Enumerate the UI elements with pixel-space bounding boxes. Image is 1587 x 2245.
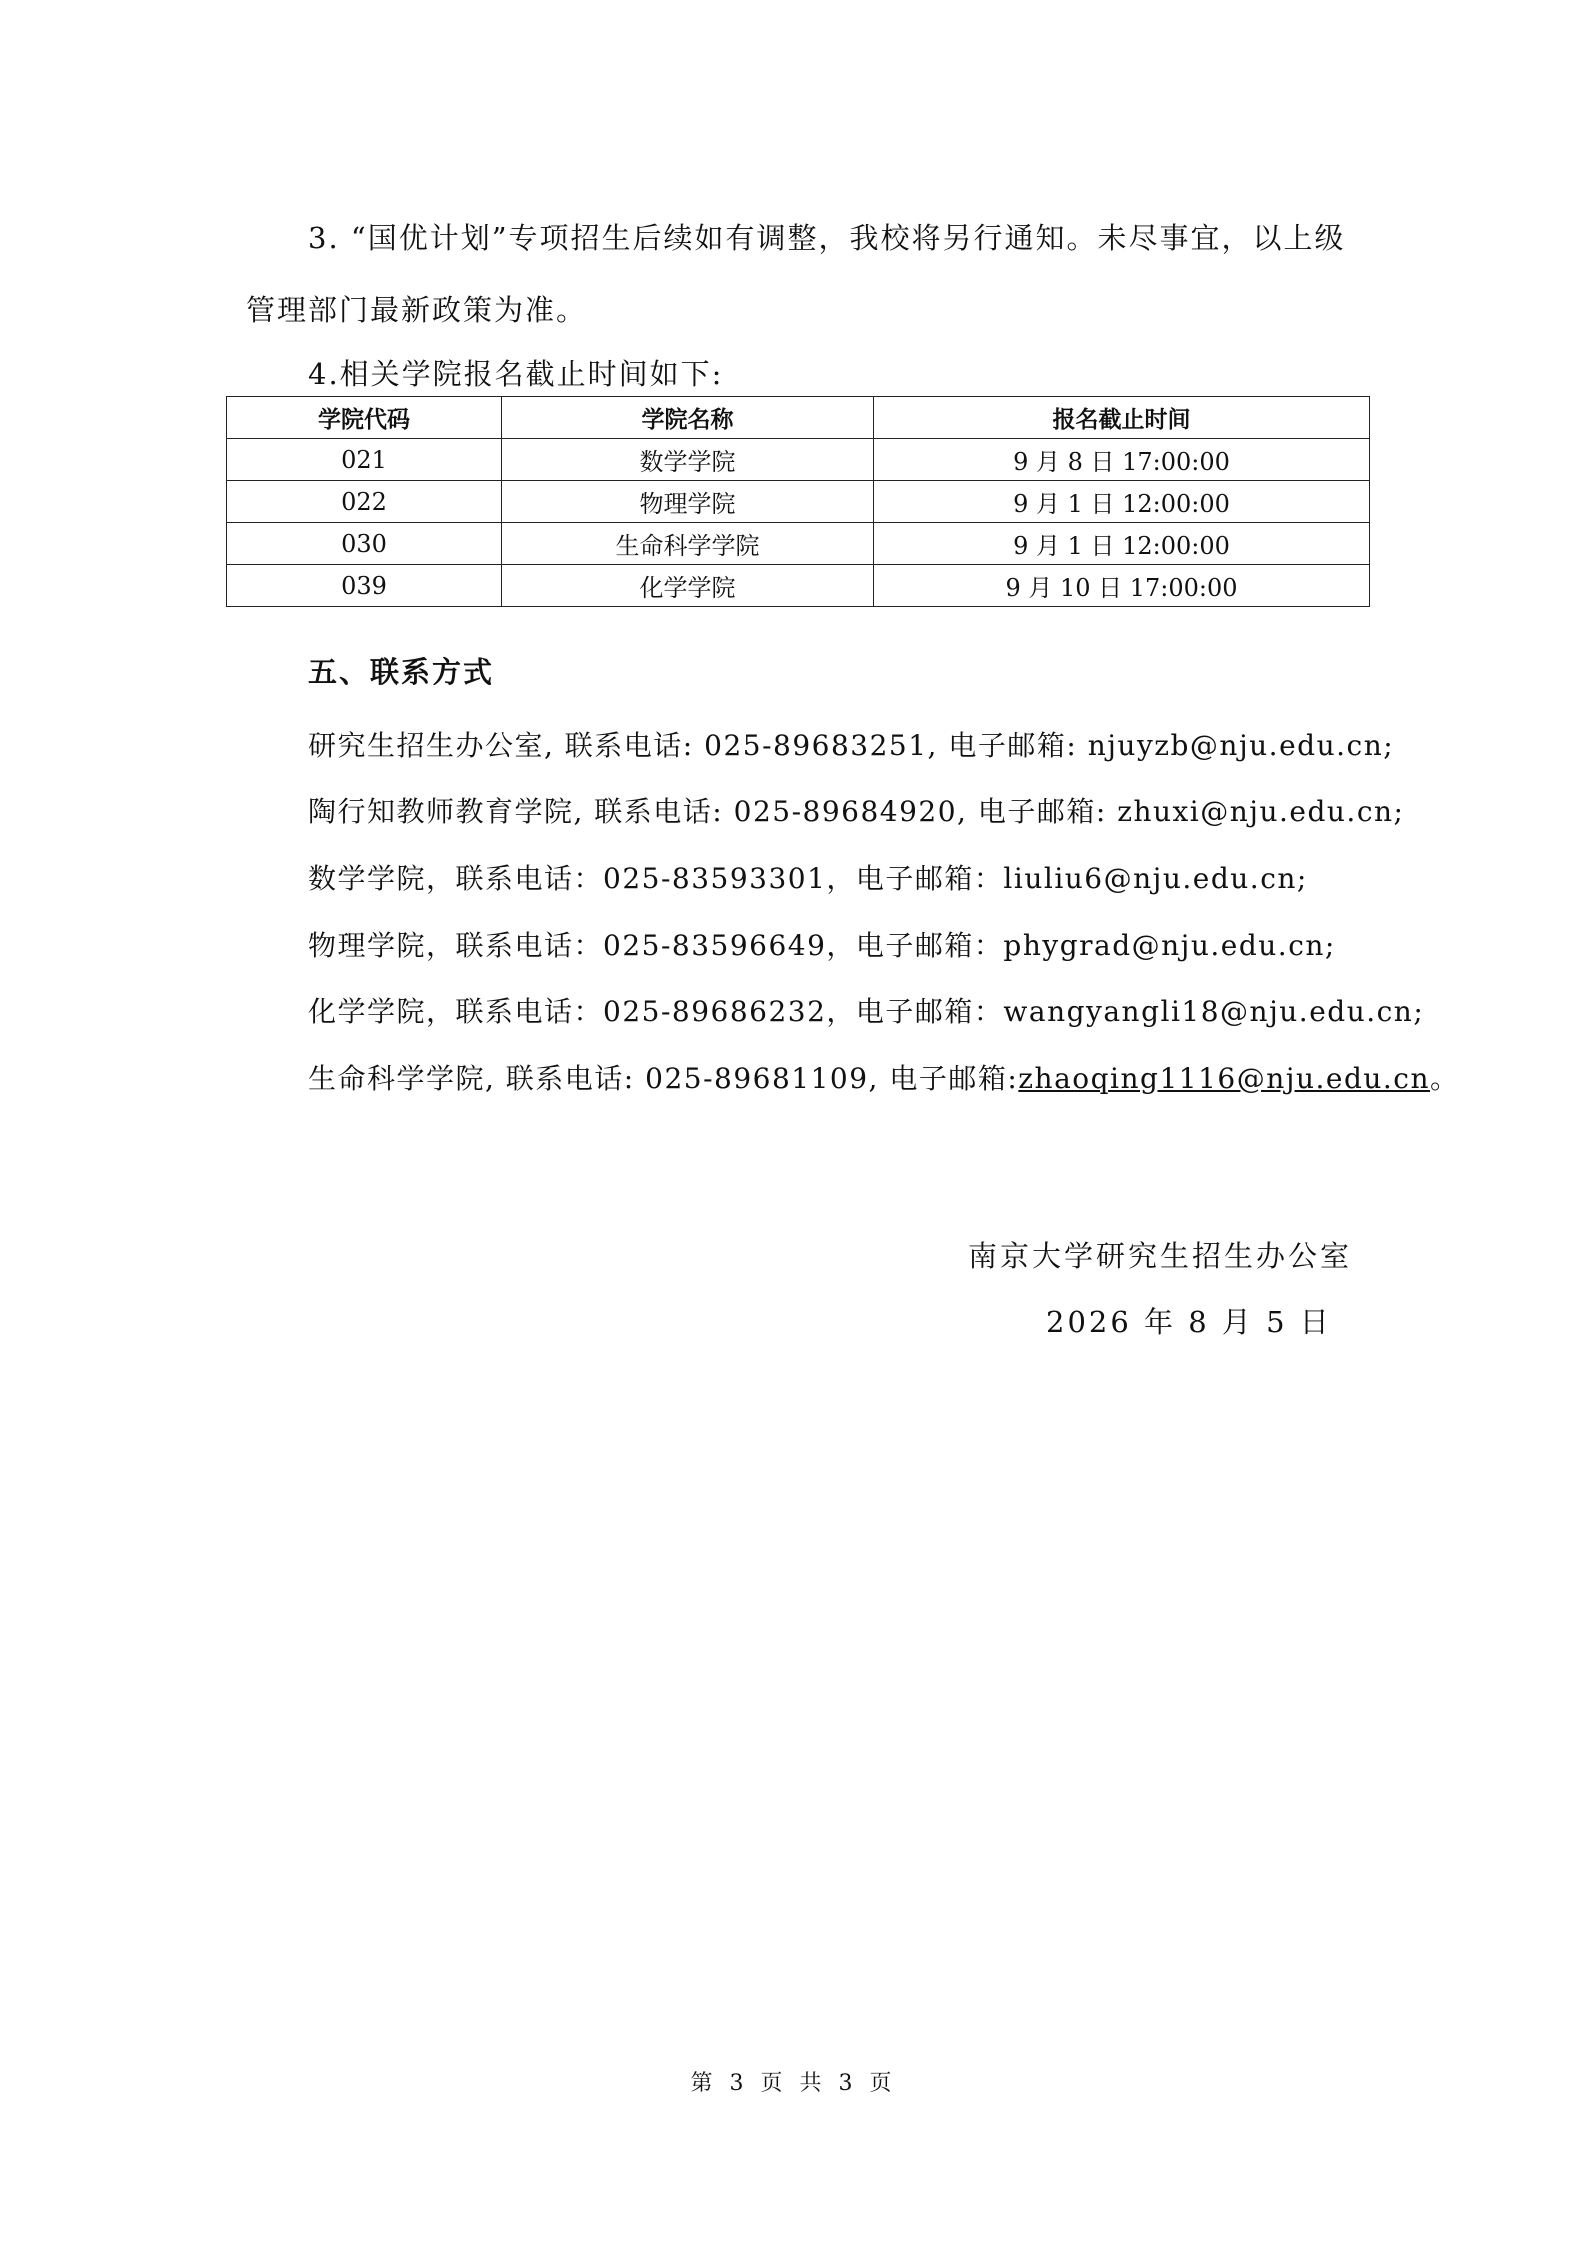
table-header-row	[227, 397, 1370, 439]
deadline: 9 月 8 日 17:00:00	[874, 439, 1370, 481]
college-name: 生命科学学院	[502, 523, 874, 565]
table-row	[227, 565, 1370, 607]
table-row	[227, 523, 1370, 565]
header-deadline: 报名截止时间	[874, 397, 1370, 439]
page-footer: 第 3 页 共 3 页	[690, 2071, 897, 2096]
email-link[interactable]: zhaoqing1116@nju.edu.cn	[1018, 1062, 1431, 1095]
contact-line: 数学学院，联系电话：025-83593301，电子邮箱：liuliu6@nju.edu.cn;	[308, 862, 1308, 895]
deadline: 9 月 1 日 12:00:00	[874, 523, 1370, 565]
contact-line: 研究生招生办公室, 联系电话: 025-89683251, 电子邮箱: njuyzb@nju.edu.cn;	[308, 729, 1395, 762]
header-college-code: 学院代码	[227, 397, 502, 439]
signature-organization: 南京大学研究生招生办公室	[968, 1239, 1353, 1273]
deadline: 9 月 10 日 17:00:00	[874, 565, 1370, 607]
contact-line	[308, 1057, 1460, 1097]
table-row	[227, 439, 1370, 481]
deadline: 9 月 1 日 12:00:00	[874, 481, 1370, 523]
college-code: 030	[227, 523, 502, 565]
signature-date: 2026 年 8 月 5 日	[1046, 1305, 1332, 1339]
college-code: 022	[227, 481, 502, 523]
note-item-3: 3. “国优计划”专项招生后续如有调整，我校将另行通知。未尽事宜，以上级管理部门最新政策为准。	[246, 221, 1346, 327]
contact-line-suffix: 。	[1430, 1062, 1460, 1095]
contact-line: 化学学院，联系电话：025-89686232，电子邮箱：wangyangli18@nju.edu.cn;	[308, 995, 1425, 1028]
header-college-name: 学院名称	[502, 397, 874, 439]
college-name: 数学学院	[502, 439, 874, 481]
college-name: 化学学院	[502, 565, 874, 607]
college-name: 物理学院	[502, 481, 874, 523]
college-code: 021	[227, 439, 502, 481]
contact-line: 陶行知教师教育学院, 联系电话: 025-89684920, 电子邮箱: zhuxi@nju.edu.cn;	[308, 795, 1405, 828]
table-row	[227, 481, 1370, 523]
note-item-4-intro: 4.相关学院报名截止时间如下:	[308, 357, 724, 391]
contact-line-prefix: 生命科学学院, 联系电话: 025-89681109, 电子邮箱:	[308, 1062, 1019, 1095]
deadline-table	[226, 396, 1370, 607]
section-heading-contacts: 五、联系方式	[308, 655, 495, 689]
college-code: 039	[227, 565, 502, 607]
contact-line: 物理学院，联系电话：025-83596649，电子邮箱：phygrad@nju.edu.cn;	[308, 929, 1336, 962]
